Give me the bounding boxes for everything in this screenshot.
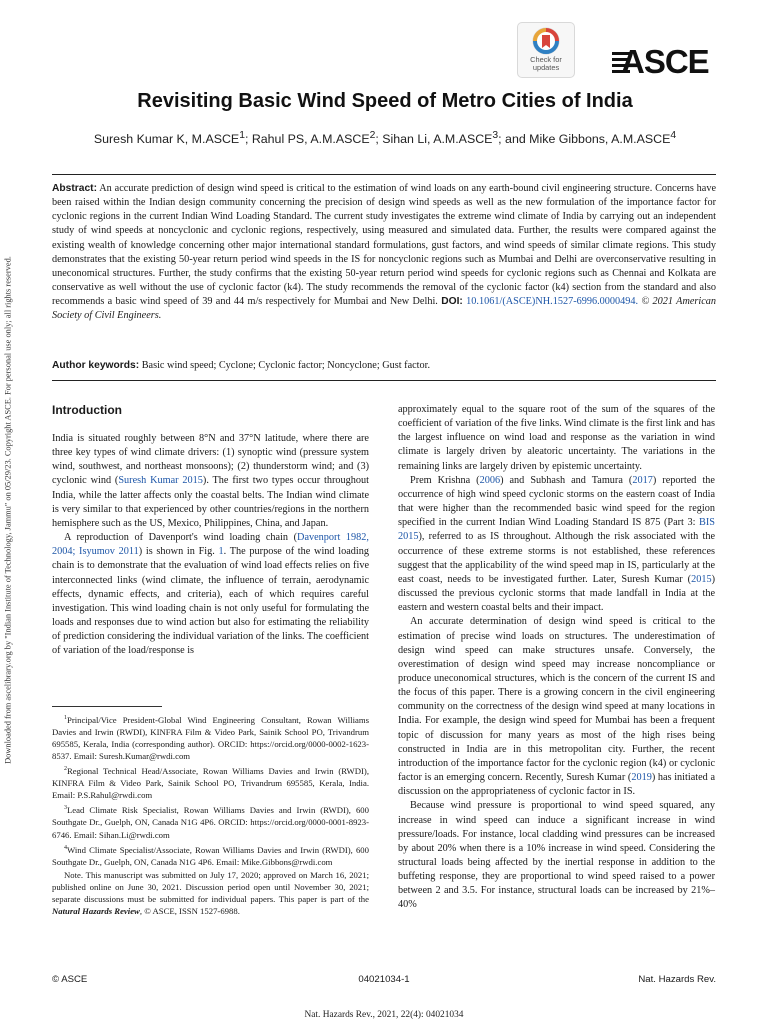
doi-link[interactable]: 10.1061/(ASCE)NH.1527-6996.0000494. [466,296,639,308]
keywords-text: Basic wind speed; Cyclone; Cyclonic factor; Noncyclone; Gust factor. [141,360,431,371]
footnote-2: $^2$Regional Technical Head/Associate, Rowan Williams Davies and Irwin (RWDI), KINFRA Film & Video Park, Sainik School PO, Trivandrum 695585, Kerala, India. Email: P.S.Rahul@rwdi.com [52,766,369,801]
intro-p2-end: . The purpose of the wind loading chain is to demonstrate that the evaluation of wind load effects relies on five interconnected links (wind climate, the influence of terrain, aerodynamic effects, dynamic effects, and criteria), each of which requires careful investigation. This wind loading chain is not only useful for formulating the loads and responses due to wind action but also for estimating the reliability of prediction considering the individual variation of the links. The coefficient of variation of the load/response is [52,546,369,657]
badge-line-1: Check for [530,55,562,64]
p4-d: ), referred to as IS throughout. Although the risk associated with the occurrence of these extreme storms is not established, these references suggest that the applicability of the wind speed map in IS, particularly at the east coast, needs to be investigated further. Later, Suresh Kumar ( [398,531,715,585]
author-3-affil: 3 [492,130,499,141]
intro-p2-text: A reproduction of Davenport's wind loading chain ( [64,532,298,544]
intro-p2-mid: ) is shown in Fig. [138,546,219,558]
asce-logo [612,42,718,82]
ref-subhash-tamura-2017[interactable]: 2017 [632,474,653,486]
doi-label: DOI: [441,296,463,308]
note-end: , © ASCE, ISSN 1527-6988. [139,905,240,916]
footnote-1-text: Principal/Vice President-Global Wind Engineering Consultant, Rowan Williams Davies and Irwin (RWDI), KINFRA Film & Video Park, Sainik School PO, Trivandrum 695585, Kerala, India (corresponding author). ORCID: https://orcid.org/0000-0002-1623-8537. Email: Suresh.Kumar@rwdi.com [52,714,369,762]
paper-title: Revisiting Basic Wind Speed of Metro Cities of India [137,90,633,112]
p4-a: Prem Krishna ( [410,474,480,486]
footnote-4: $^4$Wind Climate Specialist/Associate, Rowan Williams Davies and Irwin (RWDI), 600 Southgate Dr., Guelph, ON, Canada N1G 4P6. Email: Mike.Gibbons@rwdi.com [52,844,369,867]
footnote-2-text: Regional Technical Head/Associate, Rowan Williams Davies and Irwin (RWDI), KINFRA Film & Video Park, Sainik School PO, Trivandrum 695585, Kerala, India. Email: P.S.Rahul@rwdi.com [52,766,369,801]
journal-name: Natural Hazards Review [52,905,140,916]
footer-journal: Nat. Hazards Rev. [638,974,716,985]
author-2-affil: 2 [369,130,376,141]
page-citation: Nat. Hazards Rev., 2021, 22(4): 04021034 [304,1010,464,1020]
intro-paragraph-4 [398,474,715,616]
check-updates-icon [531,26,561,56]
p5-b: ) has initiated a discussion on the appropriateness of cyclonic factor in IS. [398,772,715,798]
keywords-label: Author keywords: [52,360,140,371]
author-4-affil: 4 [670,130,677,141]
p4-b: ) and Subhash and Tamura ( [500,474,633,486]
right-column [398,403,715,913]
footnote-3: $^3$Lead Climate Risk Specialist, Rowan Williams Davies and Irwin (RWDI), 600 Southgate Dr., Guelph, ON, Canada N1G 4P6. ORCID: https://orcid.org/0000-0001-8923-6746. Email: Sihan.Li@rwdi.com [52,805,369,840]
footer-article-number: 04021034-1 [358,974,410,985]
ref-davenport[interactable]: Davenport 1982, 2004; Isyumov 2011 [52,532,369,558]
intro-paragraph-2 [52,531,369,658]
ref-suresh-kumar-2015[interactable]: Suresh Kumar 2015 [118,475,203,487]
ref-prem-krishna-2006[interactable]: 2006 [479,474,501,486]
p5-a: An accurate determination of design wind speed is critical to the estimation of precise wind loads on structures. The underestimation of design wind speed can make structures unsafe. Conversely, the overestimation of design wind speed may increase noncompliance or produce uneconomical structures, which is the concern of the current IS and the focus of this paper. There is a growing concern in the civil engineering community on the correctness of the design wind speed at many locations in India. For example, the design wind speed for Mumbai has been a frequent topic of discussion for many years as most of the high rises being constructed in India are in this metropolitan city. Further, the recent introduction of the importance factor for the cyclonic region (k4) or cyclonic factor is an emerging concern. Recently, Suresh Kumar ( [398,616,715,784]
fig-1-link[interactable]: 1 [218,546,224,558]
ref-suresh-kumar-2015-b[interactable]: 2015 [691,573,712,585]
footnote-3-text: Lead Climate Risk Specialist, Rowan Williams Davies and Irwin (RWDI), 600 Southgate Dr., Guelph, ON, Canada N1G 4P6. ORCID: https://orcid.org/0000-0001-8923-6746. Email: Sihan.Li@rwdi.com [52,805,369,840]
author-1-affil: 1 [239,130,245,141]
left-column [52,432,369,659]
footnotes [52,712,369,918]
intro-paragraph-6: Because wind pressure is proportional to wind speed squared, any increase in wind speed can induce a significant increase in wind pressure/loads. For instance, local cladding wind pressures can be increased by about 20% when there is a 10% increase in wind speed. Considering the structural loads being affected by the inertial response in addition to the buffeting response, they are proportional to wind speed raised to a power between 2 and 3.5. For instance, structural loads can be increased by 21%–40% [398,800,715,911]
abstract-copyright: © 2021 American Society of Civil Engineers. [52,296,717,322]
manuscript-note [52,869,369,917]
author-list [40,130,730,146]
abstract-label: Abstract: [52,183,97,194]
logo-text: ASCE [621,43,709,80]
section-heading-introduction: Introduction [52,403,122,417]
check-for-updates-badge[interactable] [517,22,575,78]
p4-c: ) reported the occurrence of high wind speed cyclonic storms on the eastern coast of India that were higher than the recommended basic wind speed for the region specified in the current Indian Wind Loading Standard IS 875 (Part 3: [398,474,715,529]
abstract-top-rule [52,174,716,175]
keywords-rule [52,380,716,381]
download-note [2,190,14,830]
intro-p1-text: India is situated roughly between 8°N and 37°N latitude, where there are three key types of wind climate drivers: (1) synoptic wind (pressure system wind, southwest, and northeast monsoons); (2) thunderstorm wind; and (3) cyclonic wind ( [52,433,369,487]
note-text: Note. This manuscript was submitted on July 17, 2020; approved on March 16, 2021; published online on June 30, 2021. Discussion period open until November 30, 2021; separate discussions must be submitted for individual papers. This paper is part of the [52,869,369,904]
footnote-1: $^1$Principal/Vice President-Global Wind Engineering Consultant, Rowan Williams Davies and Irwin (RWDI), KINFRA Film & Video Park, Sainik School PO, Trivandrum 695585, Kerala, India (corresponding author). ORCID: https://orcid.org/0000-0002-1623-8537. Email: Suresh.Kumar@rwdi.com [52,714,369,762]
ref-suresh-kumar-2019[interactable]: 2019 [631,772,652,784]
author-keywords [52,360,716,371]
footnote-rule [52,706,162,707]
intro-paragraph-5 [398,615,715,799]
abstract-text: An accurate prediction of design wind speed is critical to the estimation of wind loads on any earth-bound civil engineering structure. Concerns have been raised within the Indian design community concerning the precision of design wind speeds as well as the new formulation of the importance factor for cyclonic regions in the current Indian Wind Loading Standard. The current study investigates the extreme wind climate of India by carrying out an independent study of wind speeds at noncyclonic and cyclonic regions, respectively, using measured and simulated data. Further, the results were compared against the existing wealth of knowledge concerning other major international standard formulations, gust factors, and wind speeds of similar climate regions. This study demonstrates that the existing 50-year return period wind speeds in the IS for noncyclonic regions such as Mumbai and Delhi are overconservative resulting in uneconomical structures. Further, the study confirms that the existing 50-year return period wind speeds for cyclonic regions such as Chennai and Kolkata are conservative as well without the use of cyclonic factor (k4). The study recommends the removal of the cyclonic factor (k4) section from the standard and also recommends a basic wind speed of 39 and 44 m/s respectively for Mumbai and New Delhi. [52,183,716,308]
author-2: ; Rahul PS, A.M.ASCE [244,132,370,147]
author-3: ; Sihan Li, A.M.ASCE [375,132,493,147]
download-note-text: Downloaded from ascelibrary.org by "Indian Institute of Technology, Jammu" on 05/29/23. Copyright ASCE. For personal use only; all rights reserved. [3,256,13,764]
footnote-4-text: Wind Climate Specialist/Associate, Rowan Williams Davies and Irwin (RWDI), 600 Southgate Dr., Guelph, ON, Canada N1G 4P6. Email: Mike.Gibbons@rwdi.com [52,844,369,867]
badge-line-2: updates [532,63,560,72]
footer-copyright: © ASCE [52,974,88,985]
intro-p1-end: ). The first two types occur throughout India, while the latter affects only the coastal belts. The Indian wind climate is very similar to that experienced by other countries/regions in the northern hemisphere such as the US, Mexico, Philippines, China, and Japan. [52,475,369,529]
ref-bis-2015[interactable]: BIS 2015 [398,517,715,543]
author-1: Suresh Kumar K, M.ASCE [93,132,240,147]
intro-paragraph-1 [52,432,369,531]
author-4: ; and Mike Gibbons, A.M.ASCE [498,132,671,147]
p4-e: ) discussed the previous cyclonic storms that made landfall in India at the eastern and western coastal belts and their impact. [398,573,715,614]
abstract [52,182,716,324]
intro-paragraph-3: approximately equal to the square root of the sum of the squares of the coefficient of variation of the five links. Wind climate is the first link and has the largest influence on wind load and response as the variation in wind climate is largely driven by aleatoric uncertainty. The variations in the remaining links are largely driven by epistemic uncertainty. [398,404,715,472]
